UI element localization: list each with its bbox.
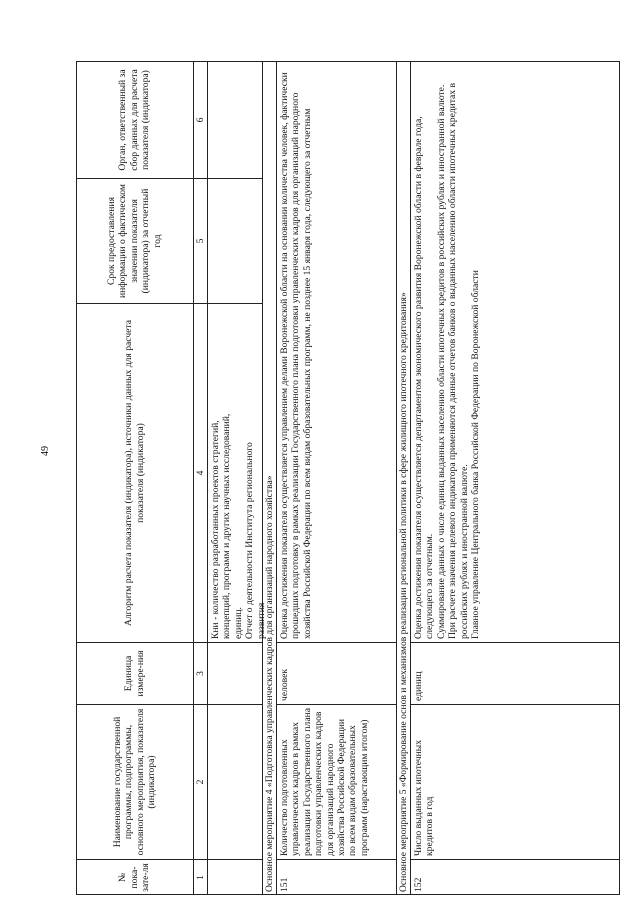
header-responsible: Орган, ответственный за сбор данных для расчета показателя (индикатора)	[76, 61, 194, 178]
algorithm-paragraph: Суммирование данных о числе единиц выданных населению области ипотечных кредитов в российских рублях и иностранной валюте.	[435, 84, 447, 639]
algorithm-paragraph: Оценка достижения показателя осуществляется департаментом экономического развития Воронежской области в феврале года, следующего за отчетным.	[413, 116, 436, 639]
row-151-algorithm: Оценка достижения показателя осуществляется управлением делами Воронежской области на основании количества человек, фактически прошедших подготовку в рамках реализации Государственного плана подготовки управленческих кадров для организаций народного хозяйства Российской Федерации по всем видам образовательных программ, не позднее 15 января года, следующего за отчетным	[277, 61, 397, 642]
header-number: № пока-зате-ля	[76, 859, 194, 895]
algorithm-paragraph: При расчете значения целевого индикатора применяются данные отчетов банков о выданных населению области ипотечных кредитах в российских рублях и иностранной валюте.	[447, 82, 470, 639]
row-151-name: Количество подготовленных управленческих кадров в рамках реализации Государственного плана подготовки управленческих кадров для организаций народного хозяйства Российской Федерации по всем видам образовательных программ (нарастающим итогом)	[277, 704, 397, 859]
row-152-name: Число выданных ипотечных кредитов в год	[411, 704, 620, 859]
rotated-table-container	[76, 61, 620, 895]
row-151-unit: человек	[277, 642, 397, 704]
header-deadline: Срок предоставления информации о фактическом значении показателя (индикатора) за отчетный год	[76, 178, 194, 303]
row-152-algorithm	[411, 61, 620, 642]
row-152-unit: единиц	[411, 642, 620, 704]
cont-line: Отчет о деятельности Института регионального	[244, 442, 256, 639]
cont-line: развития	[255, 602, 267, 639]
row-151-number: 151	[277, 859, 397, 895]
page-number: 49	[40, 446, 51, 456]
col-number-4: 4	[194, 303, 208, 642]
cont-responsible-cell	[208, 61, 263, 178]
cont-name-cell	[208, 704, 263, 859]
row-152-number: 152	[411, 859, 620, 895]
section-title-4: Основное мероприятие 4 «Подготовка управленческих кадров для организаций народного хозяйства»	[263, 61, 277, 895]
header-algorithm: Алгоритм расчета показателя (индикатора), источники данных для расчета показателя (индикатора)	[76, 303, 194, 642]
cont-algorithm-cell	[208, 303, 267, 642]
col-number-1: 1	[194, 859, 208, 895]
header-unit: Единица измере-ния	[76, 642, 194, 704]
cont-line: единиц.	[232, 607, 244, 639]
col-number-6: 6	[194, 61, 208, 178]
col-number-2: 2	[194, 704, 208, 859]
algorithm-paragraph: Главное управление Центрального банка Российской Федерации по Воронежской области	[470, 270, 482, 639]
cont-deadline-cell	[208, 178, 263, 303]
cont-unit-cell	[208, 642, 263, 704]
cont-number-cell	[208, 859, 263, 895]
col-number-5: 5	[194, 178, 208, 303]
section-title-5: Основное мероприятие 5 «Формирование основ и механизмов реализации региональной политики в сфере жилищного ипотечного кредитования»	[397, 61, 411, 895]
cont-line: Кни - количество разработанных проектов стратегий,	[210, 420, 221, 639]
cont-line: концепций, программ и других научных исследований,	[221, 413, 233, 639]
col-number-3: 3	[194, 642, 208, 704]
indicator-table	[76, 61, 620, 895]
header-name: Наименование государственной программы, подпрограммы, основного мероприятия, показателя (индикатора)	[76, 704, 194, 859]
